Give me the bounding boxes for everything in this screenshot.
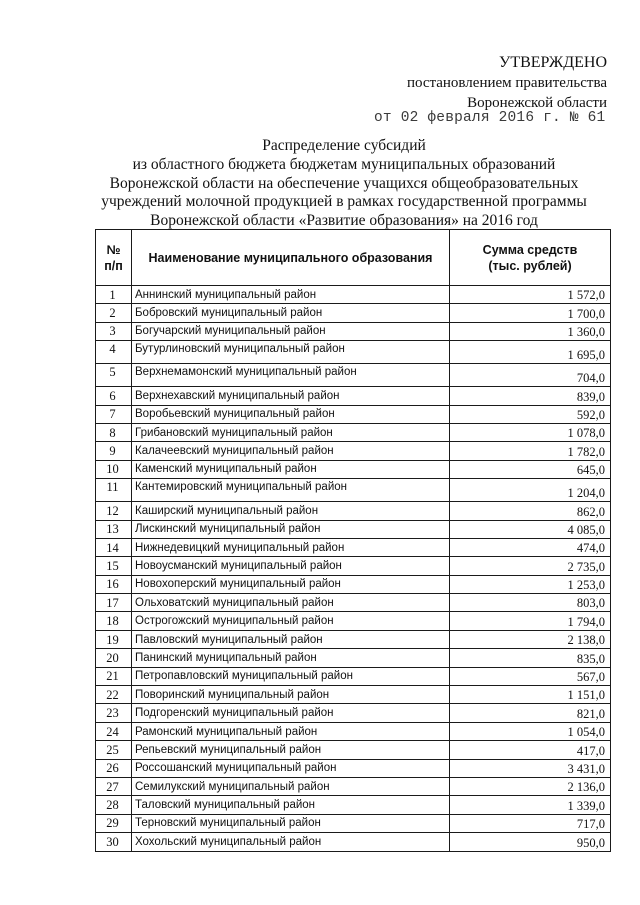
table-row	[96, 741, 611, 759]
row-number: 19	[96, 630, 132, 648]
district-name: Калачеевский муниципальный район	[132, 442, 450, 460]
subsidy-amount: 1 794,0	[450, 612, 611, 630]
approval-line-1: постановлением правительства	[406, 75, 607, 91]
table-row	[96, 460, 611, 478]
row-number: 5	[96, 364, 132, 387]
row-number: 14	[96, 538, 132, 556]
table-row	[96, 423, 611, 441]
table-row	[96, 364, 611, 387]
subsidy-amount: 592,0	[450, 405, 611, 423]
district-name: Грибановский муниципальный район	[132, 423, 450, 441]
table-row	[96, 502, 611, 520]
row-number: 6	[96, 387, 132, 405]
subsidy-amount: 2 735,0	[450, 557, 611, 575]
row-number: 8	[96, 423, 132, 441]
district-name: Лискинский муниципальный район	[132, 520, 450, 538]
table-row	[96, 686, 611, 704]
title-line: учреждений молочной продукцией в рамках государственной программы	[101, 193, 587, 211]
row-number: 20	[96, 649, 132, 667]
subsidy-table	[95, 229, 611, 852]
subsidy-amount: 1 151,0	[450, 686, 611, 704]
subsidy-amount: 1 700,0	[450, 304, 611, 322]
header-number	[96, 230, 132, 286]
table-row	[96, 575, 611, 593]
table-row	[96, 649, 611, 667]
row-number: 22	[96, 686, 132, 704]
district-name: Ольховатский муниципальный район	[132, 594, 450, 612]
table-row	[96, 442, 611, 460]
table-row	[96, 286, 611, 304]
subsidy-amount: 1 360,0	[450, 322, 611, 340]
subsidy-amount: 1 204,0	[450, 479, 611, 502]
row-number: 23	[96, 704, 132, 722]
row-number: 27	[96, 777, 132, 795]
district-name: Верхнехавский муниципальный район	[132, 387, 450, 405]
row-number: 30	[96, 833, 132, 851]
district-name: Панинский муниципальный район	[132, 649, 450, 667]
row-number: 16	[96, 575, 132, 593]
approval-line-2: Воронежской области	[467, 95, 607, 111]
row-number: 9	[96, 442, 132, 460]
district-name: Поворинский муниципальный район	[132, 686, 450, 704]
subsidy-amount: 474,0	[450, 538, 611, 556]
row-number: 7	[96, 405, 132, 423]
district-name: Репьевский муниципальный район	[132, 741, 450, 759]
table-row	[96, 557, 611, 575]
row-number: 17	[96, 594, 132, 612]
district-name: Новоусманский муниципальный район	[132, 557, 450, 575]
title-line: Распределение субсидий	[262, 137, 426, 154]
table-header-row	[96, 230, 611, 286]
district-name: Верхнемамонский муниципальный район	[132, 364, 450, 387]
subsidy-amount: 3 431,0	[450, 759, 611, 777]
row-number: 21	[96, 667, 132, 685]
district-name: Воробьевский муниципальный район	[132, 405, 450, 423]
approval-block	[307, 53, 607, 113]
table-body	[96, 286, 611, 852]
subsidy-amount: 821,0	[450, 704, 611, 722]
row-number: 12	[96, 502, 132, 520]
subsidy-amount: 1 572,0	[450, 286, 611, 304]
district-name: Каменский муниципальный район	[132, 460, 450, 478]
subsidy-amount: 1 253,0	[450, 575, 611, 593]
district-name: Терновский муниципальный район	[132, 814, 450, 832]
subsidy-amount: 645,0	[450, 460, 611, 478]
header-sum-line1: Сумма средств	[482, 242, 578, 257]
table-row	[96, 630, 611, 648]
district-name: Бобровский муниципальный район	[132, 304, 450, 322]
document-title	[90, 137, 598, 231]
district-name: Острогожский муниципальный район	[132, 612, 450, 630]
subsidy-amount: 862,0	[450, 502, 611, 520]
district-name: Рамонский муниципальный район	[132, 722, 450, 740]
subsidy-amount: 2 136,0	[450, 777, 611, 795]
row-number: 15	[96, 557, 132, 575]
district-name: Петропавловский муниципальный район	[132, 667, 450, 685]
title-line: Воронежской области «Развитие образования» на 2016 год	[150, 212, 538, 230]
table-row	[96, 594, 611, 612]
table-row	[96, 304, 611, 322]
district-name: Кантемировский муниципальный район	[132, 479, 450, 502]
table-row	[96, 479, 611, 502]
table-row	[96, 777, 611, 795]
subsidy-amount: 1 782,0	[450, 442, 611, 460]
district-name: Нижнедевицкий муниципальный район	[132, 538, 450, 556]
title-line: из областного бюджета бюджетам муниципальных образований	[132, 155, 556, 173]
table-row	[96, 387, 611, 405]
subsidy-amount: 1 078,0	[450, 423, 611, 441]
subsidy-amount: 717,0	[450, 814, 611, 832]
district-name: Новохоперский муниципальный район	[132, 575, 450, 593]
subsidy-amount: 839,0	[450, 387, 611, 405]
table-row	[96, 833, 611, 851]
district-name: Россошанский муниципальный район	[132, 759, 450, 777]
subsidy-amount: 1 054,0	[450, 722, 611, 740]
district-name: Подгоренский муниципальный район	[132, 704, 450, 722]
row-number: 1	[96, 286, 132, 304]
district-name: Семилукский муниципальный район	[132, 777, 450, 795]
subsidy-amount: 567,0	[450, 667, 611, 685]
row-number: 29	[96, 814, 132, 832]
table-row	[96, 322, 611, 340]
row-number: 18	[96, 612, 132, 630]
table-row	[96, 796, 611, 814]
header-name: Наименование муниципального образования	[132, 230, 450, 286]
row-number: 11	[96, 479, 132, 502]
row-number: 3	[96, 322, 132, 340]
subsidy-amount: 417,0	[450, 741, 611, 759]
subsidy-amount: 803,0	[450, 594, 611, 612]
table-row	[96, 759, 611, 777]
header-sum-line2: (тыс. рублей)	[488, 258, 572, 273]
table-row	[96, 814, 611, 832]
subsidy-amount: 704,0	[450, 364, 611, 387]
table-row	[96, 520, 611, 538]
header-number-sign: №	[106, 242, 121, 257]
row-number: 13	[96, 520, 132, 538]
table-row	[96, 667, 611, 685]
table-row	[96, 538, 611, 556]
subsidy-amount: 2 138,0	[450, 630, 611, 648]
district-name: Хохольский муниципальный район	[132, 833, 450, 851]
row-number: 2	[96, 304, 132, 322]
district-name: Павловский муниципальный район	[132, 630, 450, 648]
row-number: 10	[96, 460, 132, 478]
table-row	[96, 722, 611, 740]
subsidy-amount: 1 695,0	[450, 341, 611, 364]
row-number: 28	[96, 796, 132, 814]
district-name: Аннинский муниципальный район	[132, 286, 450, 304]
district-name: Бутурлиновский муниципальный район	[132, 341, 450, 364]
district-name: Каширский муниципальный район	[132, 502, 450, 520]
subsidy-amount: 835,0	[450, 649, 611, 667]
subsidy-amount: 950,0	[450, 833, 611, 851]
row-number: 26	[96, 759, 132, 777]
subsidy-amount: 1 339,0	[450, 796, 611, 814]
table-row	[96, 704, 611, 722]
row-number: 25	[96, 741, 132, 759]
header-sum	[450, 230, 611, 286]
table-row	[96, 341, 611, 364]
table-row	[96, 405, 611, 423]
header-number-pp: п/п	[104, 258, 123, 273]
date-stamp: от 02 февраля 2016 г. № 61	[374, 110, 606, 126]
table-row	[96, 612, 611, 630]
row-number: 4	[96, 341, 132, 364]
district-name: Таловский муниципальный район	[132, 796, 450, 814]
approval-heading: УТВЕРЖДЕНО	[498, 54, 607, 71]
title-line: Воронежской области на обеспечение учащихся общеобразовательных	[109, 174, 579, 192]
row-number: 24	[96, 722, 132, 740]
subsidy-amount: 4 085,0	[450, 520, 611, 538]
district-name: Богучарский муниципальный район	[132, 322, 450, 340]
